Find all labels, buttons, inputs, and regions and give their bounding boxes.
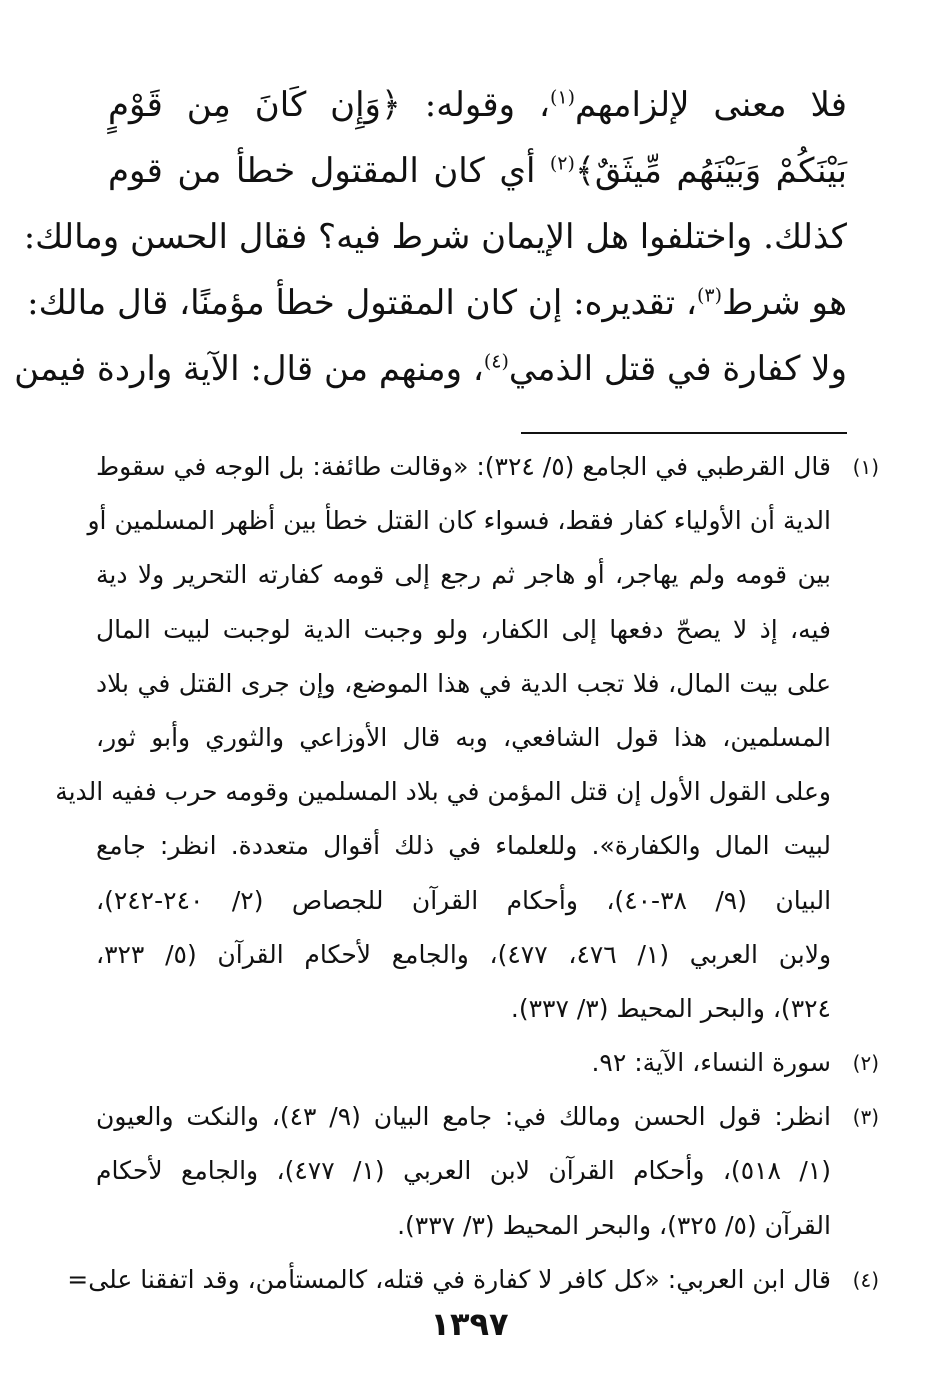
- main-text-line: [27, 270, 847, 336]
- footnote-reference: (٢): [549, 152, 575, 175]
- main-text-segment: ولا كفارة في قتل الذمي: [508, 349, 847, 389]
- quran-quote: بَيْنَكُمْ وَبَيْنَهُم مِّيثَقٌ﴾: [574, 151, 847, 191]
- main-text-line: [108, 138, 847, 204]
- footnote-line: القرآن (٥/ ٣٢٥)، والبحر المحيط (٣/ ٣٣٧).: [397, 1210, 831, 1240]
- footnote-separator: [521, 432, 847, 434]
- main-text: [14, 72, 847, 402]
- footnote-line: ولابن العربي (١/ ٤٧٦، ٤٧٧)، والجامع لأحكام القرآن (٥/ ٣٢٣،: [96, 939, 832, 969]
- footnote-reference: (١): [549, 86, 575, 109]
- footnotes: [55, 440, 879, 1307]
- main-text-segment: ، ومنهم من قال: الآية واردة فيمن: [14, 349, 484, 389]
- footnote-line: لبيت المال والكفارة». وللعلماء في ذلك أقوال متعددة. انظر: جامع: [96, 831, 831, 861]
- footnote-line: المسلمين، هذا قول الشافعي، وبه قال الأوزاعي والثوري وأبو ثور،: [96, 722, 831, 752]
- footnote-line: على بيت المال، فلا تجب الدية في هذا الموضع، وإن جرى القتل في بلاد: [96, 668, 831, 698]
- footnote-2: [96, 1036, 879, 1090]
- main-text-segment: ، وقوله: ﴿وَإِن كَانَ مِن قَوْمٍ: [108, 85, 550, 125]
- footnote-number: (٤): [852, 1267, 879, 1292]
- footnote-3: [96, 1090, 879, 1253]
- main-text-segment: هو شرط: [722, 283, 847, 323]
- footnote-number: (٢): [852, 1051, 879, 1076]
- footnote-reference: (٤): [483, 350, 509, 373]
- page-number: ١٣٩٧: [430, 1305, 509, 1343]
- footnote-line: (١/ ٥١٨)، وأحكام القرآن لابن العربي (١/ ٤٧٧)، والجامع لأحكام: [96, 1156, 832, 1186]
- footnote-line: ٣٢٤)، والبحر المحيط (٣/ ٣٣٧).: [510, 993, 831, 1023]
- footnote-line: انظر: قول الحسن ومالك في: جامع البيان (٩/ ٤٣)، والنكت والعيون: [96, 1102, 831, 1132]
- footnote-number: (٣): [852, 1105, 879, 1130]
- main-text-segment: أي كان المقتول خطأ من قوم: [108, 151, 550, 191]
- footnote-4: [67, 1253, 879, 1307]
- main-text-segment: كذلك. واختلفوا هل الإيمان شرط فيه؟ فقال الحسن ومالك:: [23, 217, 847, 257]
- footnote-1: [55, 440, 879, 1036]
- main-text-line: [14, 336, 847, 402]
- footnote-line: البيان (٩/ ٣٨-٤٠)، وأحكام القرآن للجصاص (٢/ ٢٤٠-٢٤٢)،: [96, 885, 832, 915]
- footnote-reference: (٣): [696, 284, 722, 307]
- main-text-segment: فلا معنى لإلزامهم: [575, 85, 847, 125]
- footnote-line: الدية أن الأولياء كفار فقط، فسواء كان القتل خطأ بين أظهر المسلمين أو: [87, 506, 831, 536]
- footnote-line: سورة النساء، الآية: ٩٢.: [591, 1048, 831, 1078]
- footnote-line: قال ابن العربي: «كل كافر لا كفارة في قتله، كالمستأمن، وقد اتفقنا على=: [67, 1264, 831, 1294]
- footnote-line: بين قومه ولم يهاجر، أو هاجر ثم رجع إلى قومه كفارته التحرير ولا دية: [96, 560, 831, 590]
- footnote-number: (١): [852, 455, 879, 479]
- footnote-line: وعلى القول الأول إن قتل المؤمن في بلاد المسلمين وقومه حرب ففيه الدية: [55, 777, 831, 807]
- main-text-line: [23, 204, 847, 270]
- footnote-line: فيه، إذ لا يصحّ دفعها إلى الكفار، ولو وجبت الدية لوجبت لبيت المال: [96, 614, 831, 644]
- main-text-line: [108, 72, 847, 138]
- main-text-segment: ، تقديره: إن كان المقتول خطأ مؤمنًا، قال مالك:: [27, 283, 697, 323]
- footnote-line: قال القرطبي في الجامع (٥/ ٣٢٤): «وقالت طائفة: بل الوجه في سقوط: [95, 452, 831, 481]
